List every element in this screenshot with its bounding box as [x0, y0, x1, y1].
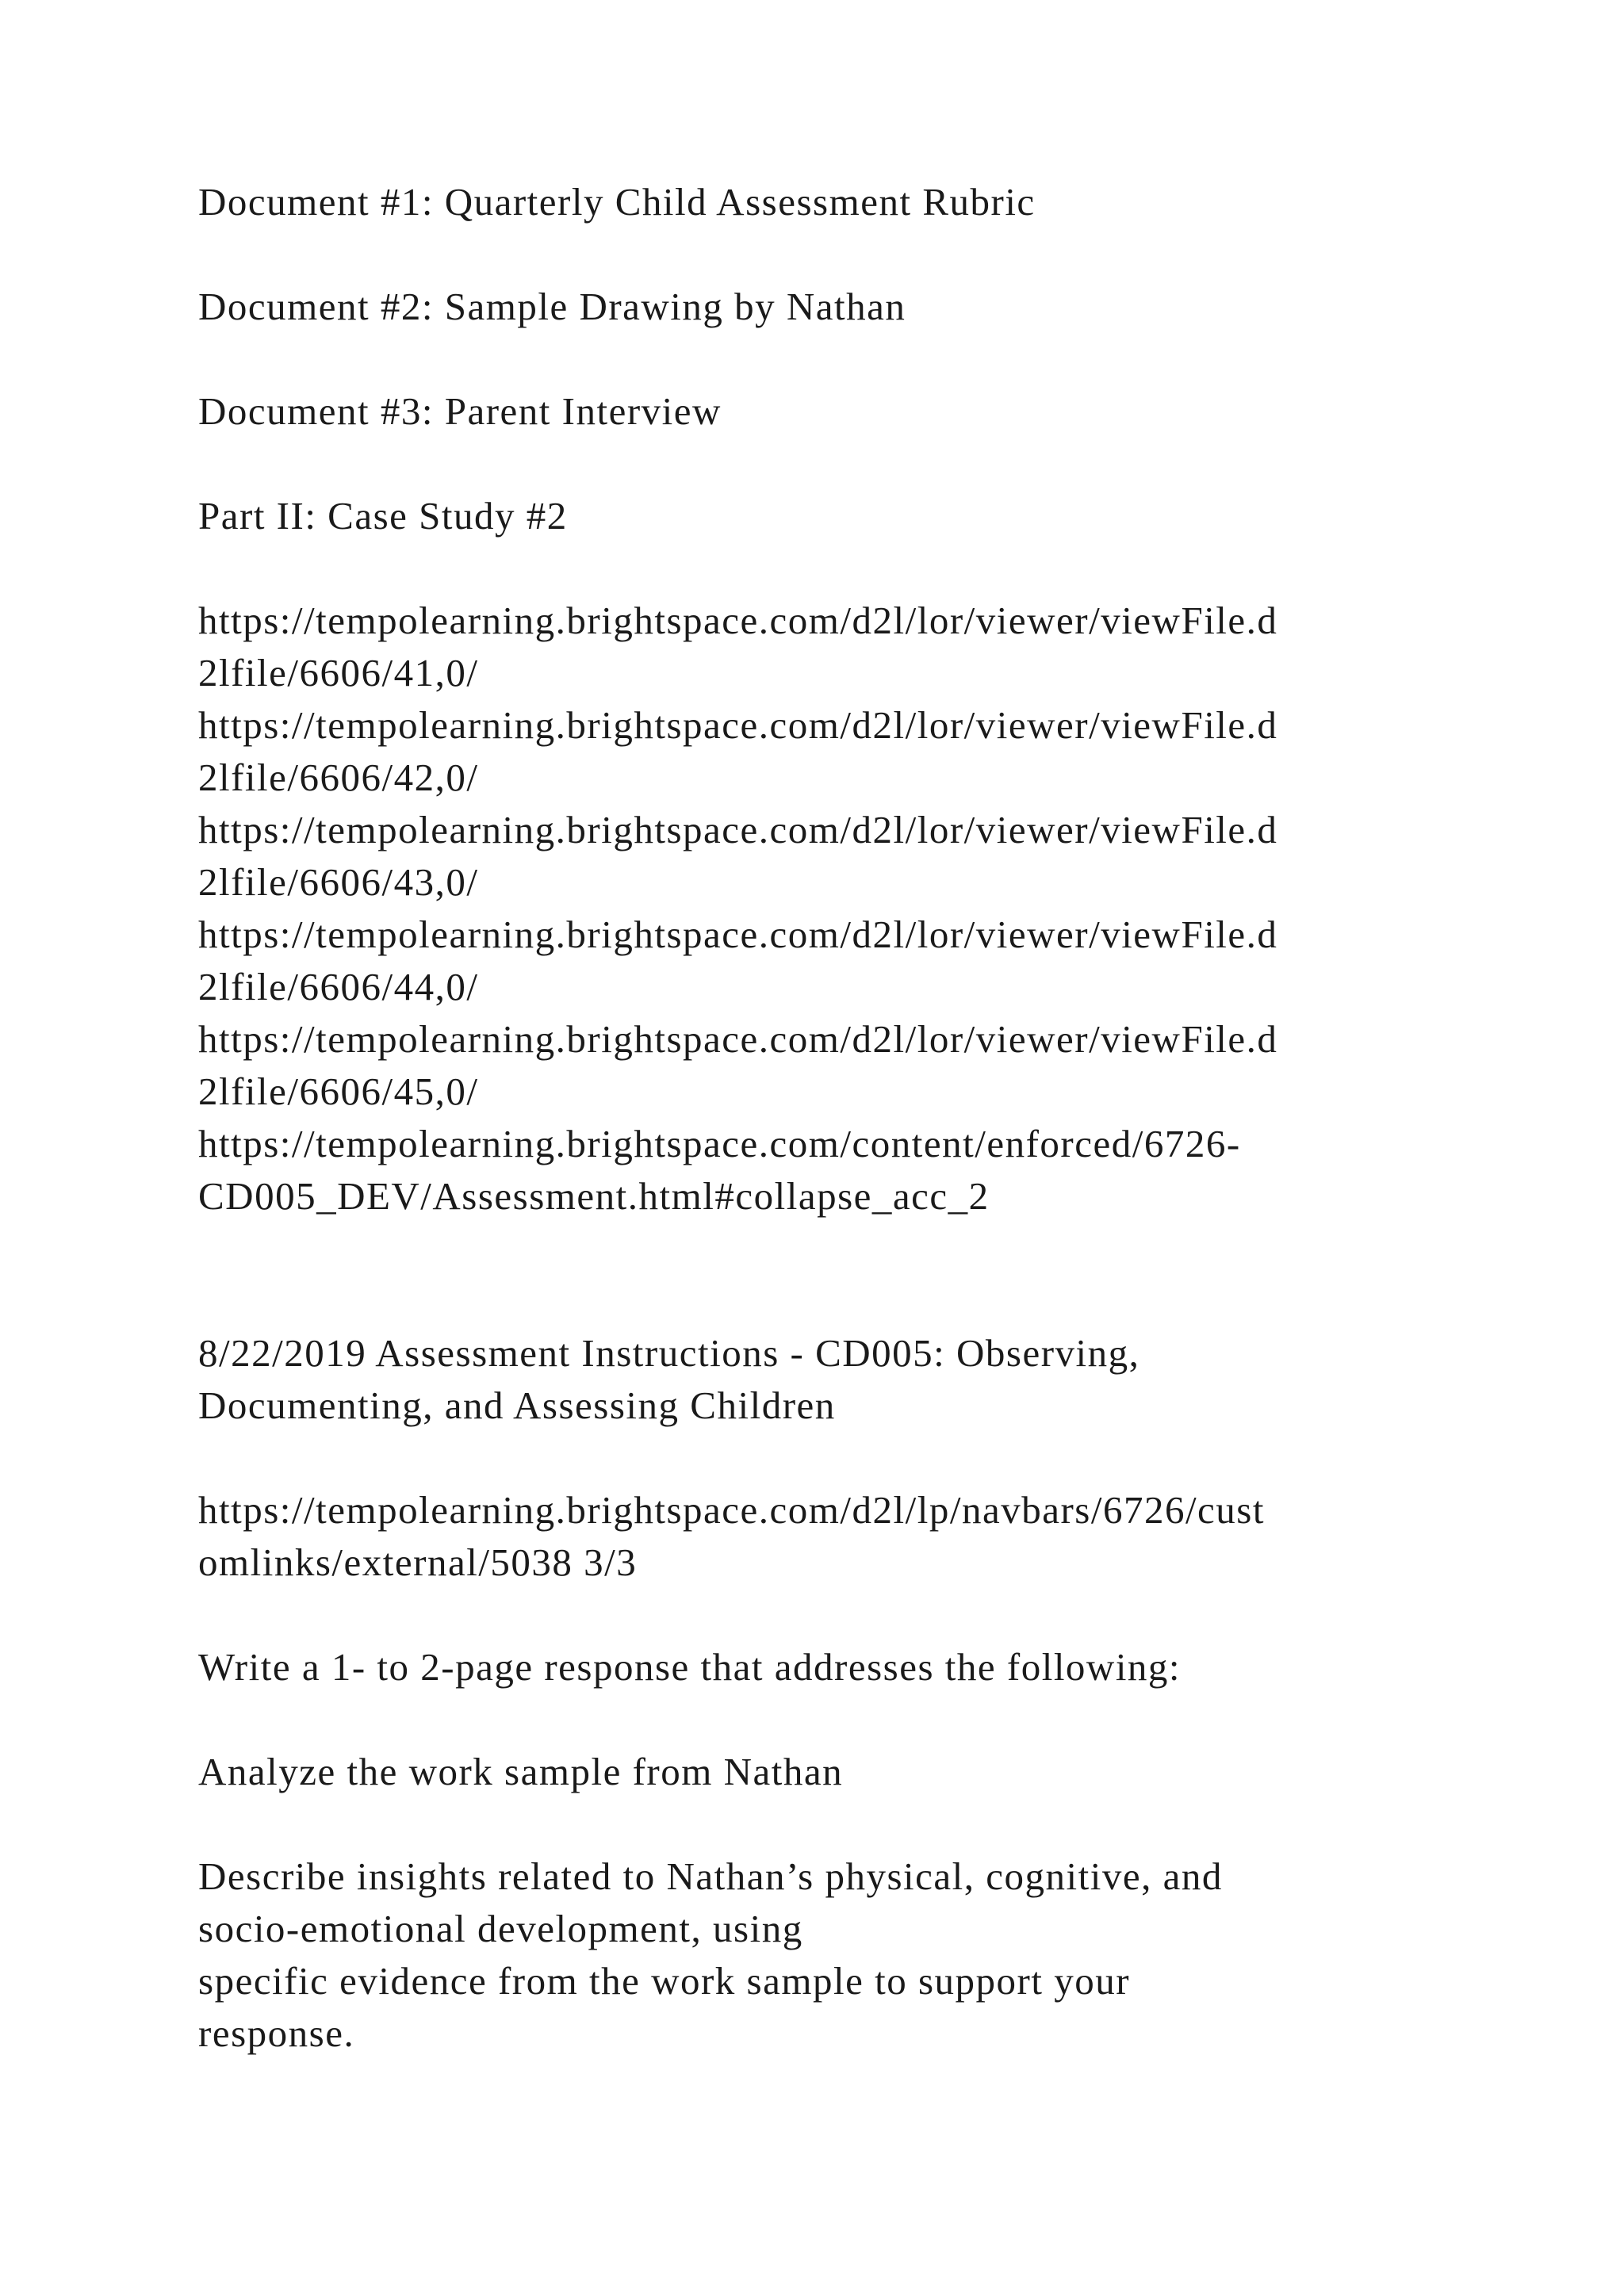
task-describe: Describe insights related to Nathan’s physical, cognitive, and socio-emotional development, using specific evidence from the work sample to support your response.: [198, 1854, 1223, 2055]
url-line: https://tempolearning.brightspace.com/content/enforced/6726-: [198, 1122, 1241, 1165]
url-list: [198, 595, 1546, 1223]
url-line: 2lfile/6606/41,0/: [198, 651, 479, 695]
url-line: 2lfile/6606/42,0/: [198, 756, 479, 799]
document-item-3: Document #3: Parent Interview: [198, 389, 722, 433]
url-line: https://tempolearning.brightspace.com/d2l/lor/viewer/viewFile.d: [198, 808, 1278, 851]
part-heading: Part II: Case Study #2: [198, 494, 568, 538]
page-footer-url: https://tempolearning.brightspace.com/d2l/lp/navbars/6726/cust omlinks/external/5038 3/3: [198, 1488, 1265, 1584]
document-page: [198, 176, 1546, 2112]
instruction-text: Write a 1- to 2-page response that addresses the following:: [198, 1645, 1182, 1689]
url-line: https://tempolearning.brightspace.com/d2l/lor/viewer/viewFile.d: [198, 599, 1278, 642]
url-line: 2lfile/6606/43,0/: [198, 860, 479, 904]
document-item-2: Document #2: Sample Drawing by Nathan: [198, 285, 906, 328]
blank-gap: [198, 1275, 1546, 1327]
page-header-text: 8/22/2019 Assessment Instructions - CD005: Observing, Documenting, and Assessing Children: [198, 1331, 1140, 1427]
document-item-1: Document #1: Quarterly Child Assessment Rubric: [198, 180, 1036, 224]
url-line: https://tempolearning.brightspace.com/d2l/lor/viewer/viewFile.d: [198, 703, 1278, 747]
url-line: CD005_DEV/Assessment.html#collapse_acc_2: [198, 1174, 990, 1218]
url-line: 2lfile/6606/44,0/: [198, 965, 479, 1008]
url-line: 2lfile/6606/45,0/: [198, 1070, 479, 1113]
url-line: https://tempolearning.brightspace.com/d2l/lor/viewer/viewFile.d: [198, 913, 1278, 956]
url-line: https://tempolearning.brightspace.com/d2l/lor/viewer/viewFile.d: [198, 1017, 1278, 1061]
task-analyze: Analyze the work sample from Nathan: [198, 1750, 844, 1793]
